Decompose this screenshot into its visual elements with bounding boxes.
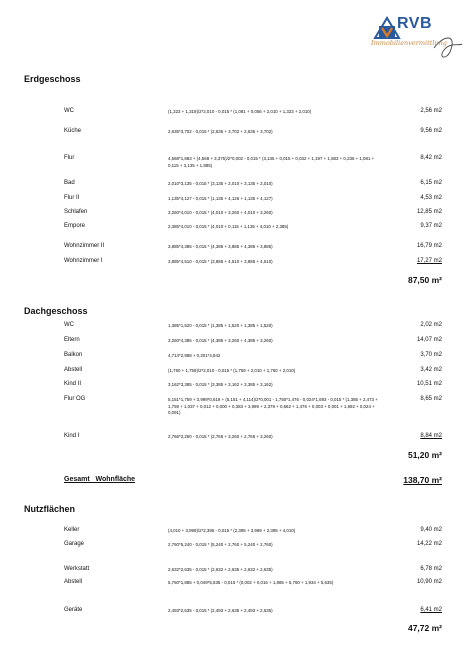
- room-name: Flur: [64, 155, 75, 161]
- area-formula: 2,493*2,635 - 0,015 * (2,493 + 2,635 + 2,493 + 2,635): [168, 608, 273, 613]
- area-formula: (1,323 + 1,318)/2*2,010 - 0,015 * (1,081 + 0,056 + 2,010 + 1,323 + 2,010): [168, 109, 312, 114]
- area-value: 10,90 m2: [416, 579, 442, 585]
- room-name: Eltern: [64, 337, 80, 343]
- room-name: Bad: [64, 180, 75, 186]
- room-name: Flur OG: [64, 396, 86, 402]
- room-name: Küche: [64, 128, 82, 134]
- room-name: Kind I: [64, 433, 80, 439]
- room-name: Wohnzimmer II: [64, 243, 105, 249]
- subtotal-dachgeschoss: 51,20 m²: [407, 450, 442, 460]
- room-name: Geräte: [64, 607, 83, 613]
- area-value: 17,27 m2: [416, 258, 442, 264]
- area-formula: 3,260*4,010 - 0,015 * (4,010 + 3,260 + 4,010 + 3,260): [168, 210, 273, 215]
- area-value: 9,37 m2: [420, 223, 442, 229]
- area-formula: 2,760*5,240 - 0,015 * (5,240 + 2,760 + 5,240 + 2,760): [168, 542, 273, 547]
- room-name: Garage: [64, 541, 85, 547]
- room-name: Balkon: [64, 352, 83, 358]
- area-formula: 1,135*4,127 - 0,015 * (1,135 + 4,126 + 1,135 + 4,127): [168, 196, 273, 201]
- room-name: Flur II: [64, 195, 80, 201]
- area-formula: 3,885*4,510 - 0,015 * (3,885 + 4,510 + 3,885 + 4,510): [168, 259, 273, 264]
- room-name: Werkstatt: [64, 566, 90, 572]
- room-name: Keller: [64, 527, 80, 533]
- area-value: 6,41 m2: [420, 607, 442, 613]
- section-title-nutzflaechen: Nutzflächen: [24, 504, 76, 514]
- area-formula: 5,151*1,759 + 3,999*0,619 + (5,151 + 4,114)/2*0,001 - 1,750*1,476 - 0,024*1,693 - 0,015 * (1,385 + 2,473 + 1,759 + 1,037 + 0,012 + 0,000 + 0,383 + 3,999 + 2,379 + 0,662 + 1,476 + 0,003 + 0,001 + 1,692 + 0,024 + 0,091): [168, 397, 378, 416]
- area-formula: 2,010*3,135 - 0,015 * (3,135 + 2,010 + 3,135 + 2,010): [168, 181, 273, 186]
- area-value: 9,56 m2: [420, 128, 442, 134]
- area-value: 8,42 m2: [420, 155, 442, 161]
- total-label: Gesamt Wohnfläche: [64, 476, 136, 483]
- area-value: 3,70 m2: [420, 352, 442, 358]
- subtotal-erdgeschoss: 87,50 m²: [407, 275, 442, 285]
- room-name: Schlafen: [64, 209, 88, 215]
- room-name: WC: [64, 322, 74, 328]
- area-value: 4,53 m2: [420, 195, 442, 201]
- area-formula: 3,162*3,385 - 0,015 * (3,385 + 3,162 + 3,385 + 3,162): [168, 382, 273, 387]
- section-title-dachgeschoss: Dachgeschoss: [24, 306, 88, 316]
- area-formula: 2,766*3,260 - 0,015 * (2,766 + 3,260 + 2,766 + 3,260): [168, 434, 273, 439]
- area-formula: 2,385*4,010 - 0,015 * (4,010 + 0,115 + 1,135 + 4,010 + 2,385): [168, 224, 289, 229]
- room-name: WC: [64, 108, 74, 114]
- area-formula: 3,260*4,385 - 0,015 * (4,385 + 3,260 + 4,385 + 3,260): [168, 338, 273, 343]
- section-title-erdgeschoss: Erdgeschoss: [24, 74, 81, 84]
- area-formula: 1,385*1,520 - 0,015 * (1,385 + 1,520 + 1,385 + 1,520): [168, 323, 273, 328]
- room-name: Abstell: [64, 367, 83, 373]
- total-value: 138,70 m²: [403, 475, 442, 485]
- area-value: 10,51 m2: [416, 381, 442, 387]
- area-value: 3,42 m2: [420, 367, 442, 373]
- area-value: 8,84 m2: [420, 433, 442, 439]
- area-formula: (1,760 + 1,759)/2*2,010 - 0,015 * (1,759 + 2,010 + 1,760 + 2,010): [168, 368, 296, 373]
- area-formula: 3,885*4,385 - 0,015 * (4,385 + 3,885 + 4,385 + 3,885): [168, 244, 273, 249]
- area-formula: 5,760*1,885 + 0,049*5,635 - 0,015 * (0,002 + 0,016 + 1,885 + 5,760 + 1,934 + 5,635): [168, 580, 334, 585]
- area-value: 14,22 m2: [416, 541, 442, 547]
- area-formula: 2,635*3,702 - 0,015 * (2,635 + 3,702 + 2,635 + 3,702): [168, 129, 273, 134]
- area-value: 6,15 m2: [420, 180, 442, 186]
- area-value: 6,78 m2: [420, 566, 442, 572]
- area-value: 8,65 m2: [420, 396, 442, 402]
- area-value: 16,79 m2: [416, 243, 442, 249]
- brand-name: RVB: [397, 15, 432, 32]
- area-value: 9,40 m2: [420, 527, 442, 533]
- area-value: 14,07 m2: [416, 337, 442, 343]
- area-formula: (4,010 + 3,999)/2*2,395 - 0,015 * (2,395 + 3,999 + 2,395 + 4,010): [168, 528, 296, 533]
- area-formula: 4,714*2,988 + 0,201*4,842: [168, 353, 221, 358]
- room-name: Abstell: [64, 579, 83, 585]
- room-name: Kind II: [64, 381, 82, 387]
- area-value: 2,02 m2: [420, 322, 442, 328]
- subtotal-nutzflaechen: 47,72 m²: [407, 623, 442, 633]
- area-formula: 2,632*2,635 - 0,015 * (2,632 + 2,635 + 2,632 + 2,635): [168, 567, 273, 572]
- area-formula: 4,568*1,883 + (4,568 + 3,375)/2*0,002 - 0,015 * (3,135 + 0,015 + 0,032 + 1,197 + 1,883 + 0,236 + 1,081 + 0,115 + 3,135 + 1,885): [168, 156, 375, 168]
- brand-subtitle: Immobilienvermittlung: [371, 39, 447, 47]
- room-name: Wohnzimmer I: [64, 258, 103, 264]
- area-value: 12,85 m2: [416, 209, 442, 215]
- room-name: Empore: [64, 223, 86, 229]
- area-value: 2,56 m2: [420, 108, 442, 114]
